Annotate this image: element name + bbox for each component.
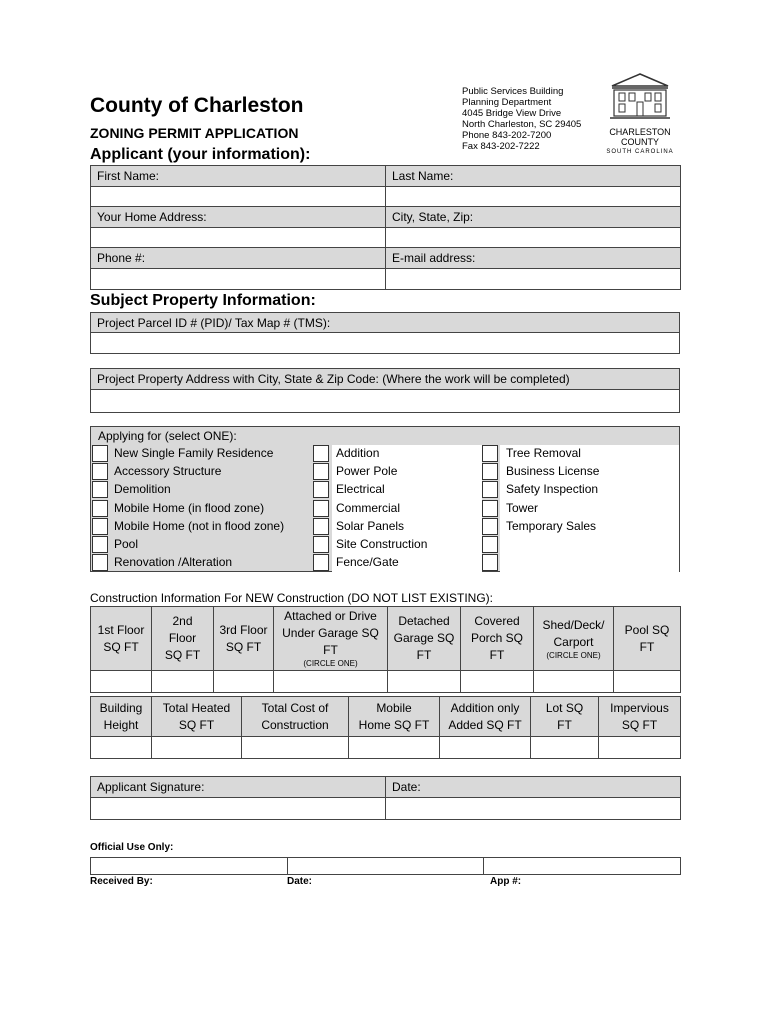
email-label: E-mail address: [386,248,681,269]
property-address-field[interactable] [91,390,680,413]
header-line: 2nd [172,614,193,628]
option-checkbox[interactable] [482,554,498,571]
option-label: Accessory Structure [114,464,222,479]
construction-value-field[interactable] [349,737,440,759]
option-label: Electrical [336,482,385,497]
option-checkbox[interactable] [313,463,329,480]
option-checkbox[interactable] [92,518,108,535]
construction-value-field[interactable] [388,671,461,693]
construction-table-1 [90,606,681,693]
phone-field[interactable] [91,269,386,290]
option-checkbox[interactable] [313,554,329,571]
received-by-label: Received By: [90,876,153,887]
address-line: Phone 843-202-7200 [462,130,552,141]
option-label: Power Pole [336,464,398,479]
construction-value-field[interactable] [91,737,152,759]
office-address [462,86,581,152]
app-number-label: App #: [490,876,522,887]
header-line: FT [416,648,432,662]
construction-col-header [531,697,599,737]
header-line: Garage SQ [393,631,455,645]
option-label: Mobile Home (in flood zone) [114,500,265,515]
construction-value-field[interactable] [242,737,349,759]
header-line: Impervious [610,700,669,715]
address-line: Fax 843-202-7222 [462,141,540,152]
city-state-zip-label: City, State, Zip: [386,207,681,228]
official-date-label: Date: [287,876,313,887]
home-address-label: Your Home Address: [91,207,386,228]
applicant-table [90,165,681,290]
header-line: SQ FT [178,717,215,732]
option-checkbox[interactable] [313,518,329,535]
page-title: County of Charleston [90,94,304,117]
construction-value-field[interactable] [274,671,388,693]
option-checkbox[interactable] [92,445,108,462]
header-line: Building [99,700,143,715]
option-label: Tower [506,500,539,515]
option-label: New Single Family Residence [114,446,274,460]
parcel-table [90,312,680,354]
address-line: Public Services Building [462,86,564,97]
header-line: 1st Floor [97,622,145,637]
construction-col-header [152,607,214,671]
header-line: Added SQ FT [448,717,522,732]
applying-heading: Applying for (select ONE): [98,429,237,443]
county-logo [606,72,674,157]
last-name-field[interactable] [386,187,681,207]
option-label: Mobile Home (not in flood zone) [114,518,285,533]
header-note: (CIRCLE ONE) [546,650,601,660]
option-label: Pool [114,537,139,551]
option-checkbox[interactable] [313,536,329,553]
option-checkbox[interactable] [482,536,498,553]
header-line: Total Cost of [261,700,329,715]
header-line: Addition only [450,700,520,715]
option-checkbox[interactable] [92,536,108,553]
option-label: Fence/Gate [336,555,399,570]
construction-value-field[interactable] [599,737,681,759]
parcel-field[interactable] [91,333,680,354]
option-label: Demolition [114,482,171,497]
construction-col-header [91,697,152,737]
construction-table-2 [90,696,681,759]
option-checkbox[interactable] [92,500,108,517]
construction-value-field[interactable] [440,737,531,759]
construction-col-header [440,697,531,737]
header-line: SQ FT [621,717,658,732]
construction-value-field[interactable] [534,671,614,693]
construction-value-field[interactable] [461,671,534,693]
applying-options [91,445,679,573]
construction-value-field[interactable] [214,671,274,693]
address-line: 4045 Bridge View Drive [462,108,562,119]
applying-for-section [90,426,680,572]
construction-col-header [349,697,440,737]
header-line: SQ FT [225,639,262,654]
header-line: Mobile [376,700,412,715]
option-checkbox[interactable] [313,445,329,462]
header-line: FT [557,717,572,732]
signature-field[interactable] [91,798,386,820]
option-label: Renovation /Alteration [114,555,233,570]
construction-col-header [242,697,349,737]
first-name-label: First Name: [91,166,386,187]
option-checkbox[interactable] [313,500,329,517]
option-checkbox[interactable] [92,481,108,498]
header-note: (CIRCLE ONE) [303,659,358,668]
header-line: FT [489,648,505,662]
header-line: Shed/Deck/ [542,617,605,632]
header-line: Floor [168,631,197,645]
header-line: Carport [553,634,594,649]
option-label: Solar Panels [336,518,405,533]
home-address-field[interactable] [91,228,386,248]
header-line: Covered [474,614,520,628]
construction-value-field[interactable] [531,737,599,759]
option-label: Addition [336,446,380,460]
construction-col-header [91,607,152,671]
construction-col-header [274,607,388,671]
header-line: FT [639,639,655,654]
official-use-table [90,857,681,875]
official-use-heading: Official Use Only: [90,842,174,853]
option-checkbox[interactable] [482,463,498,480]
header-line: Under Garage SQ [282,626,379,640]
header-line: Lot SQ [545,700,584,715]
option-label: Safety Inspection [506,482,599,497]
address-line: North Charleston, SC 29405 [462,119,582,130]
form-subtitle: ZONING PERMIT APPLICATION [90,125,299,141]
option-label: Temporary Sales [506,518,597,533]
construction-col-header [534,607,614,671]
option-checkbox[interactable] [92,463,108,480]
option-label: Commercial [336,500,401,515]
option-checkbox[interactable] [92,554,108,571]
logo-text-charleston: CHARLESTON [609,127,671,137]
header-line: FT [323,643,338,657]
construction-col-header [214,607,274,671]
option-checkbox[interactable] [482,445,498,462]
header-line: Porch SQ [470,631,524,645]
construction-heading: Construction Information For NEW Construction (DO NOT LIST EXISTING): [90,591,494,605]
logo-text-state: SOUTH CAROLINA [606,149,674,155]
construction-value-field[interactable] [91,671,152,693]
option-checkbox[interactable] [482,500,498,517]
option-label: Site Construction [336,537,428,551]
option-checkbox[interactable] [482,481,498,498]
option-label: Tree Removal [506,446,581,460]
parcel-label: Project Parcel ID # (PID)/ Tax Map # (TMS): [91,313,680,333]
header-line: Detached [398,614,450,628]
construction-col-header [599,697,681,737]
construction-value-field[interactable] [152,737,242,759]
option-label: Business License [506,464,600,479]
city-state-zip-field[interactable] [386,228,681,248]
signature-date-field[interactable] [386,798,681,820]
email-field[interactable] [386,269,681,290]
official-date-field[interactable] [288,858,484,875]
signature-label: Applicant Signature: [91,777,386,798]
signature-date-label: Date: [386,777,681,798]
header-line: 3rd Floor [219,622,268,637]
header-line: Attached or Drive [284,609,377,623]
first-name-field[interactable] [91,187,386,207]
app-number-field[interactable] [484,858,681,875]
property-address-table [90,368,680,413]
header-line: SQ FT [164,648,201,662]
header-line: Construction [261,717,329,732]
last-name-label: Last Name: [386,166,681,187]
phone-label: Phone #: [91,248,386,269]
construction-col-header [461,607,534,671]
logo-text-county: COUNTY [621,137,659,147]
construction-col-header [152,697,242,737]
header-line: Pool SQ [624,622,670,637]
address-line: Planning Department [462,97,552,108]
signature-table [90,776,681,820]
construction-value-field[interactable] [614,671,681,693]
applicant-heading: Applicant (your information): [90,146,311,163]
courthouse-icon [606,72,674,122]
construction-col-header [388,607,461,671]
construction-value-field[interactable] [152,671,214,693]
option-checkbox[interactable] [313,481,329,498]
construction-col-header [614,607,681,671]
header-line: Height [103,717,139,732]
header-line: Total Heated [162,700,231,715]
property-heading: Subject Property Information: [90,292,316,309]
received-by-field[interactable] [91,858,288,875]
header-line: Home SQ FT [358,717,430,732]
option-checkbox[interactable] [482,518,498,535]
header-line: SQ FT [103,639,139,654]
property-address-label: Project Property Address with City, State & Zip Code: (Where the work will be completed) [91,369,680,390]
